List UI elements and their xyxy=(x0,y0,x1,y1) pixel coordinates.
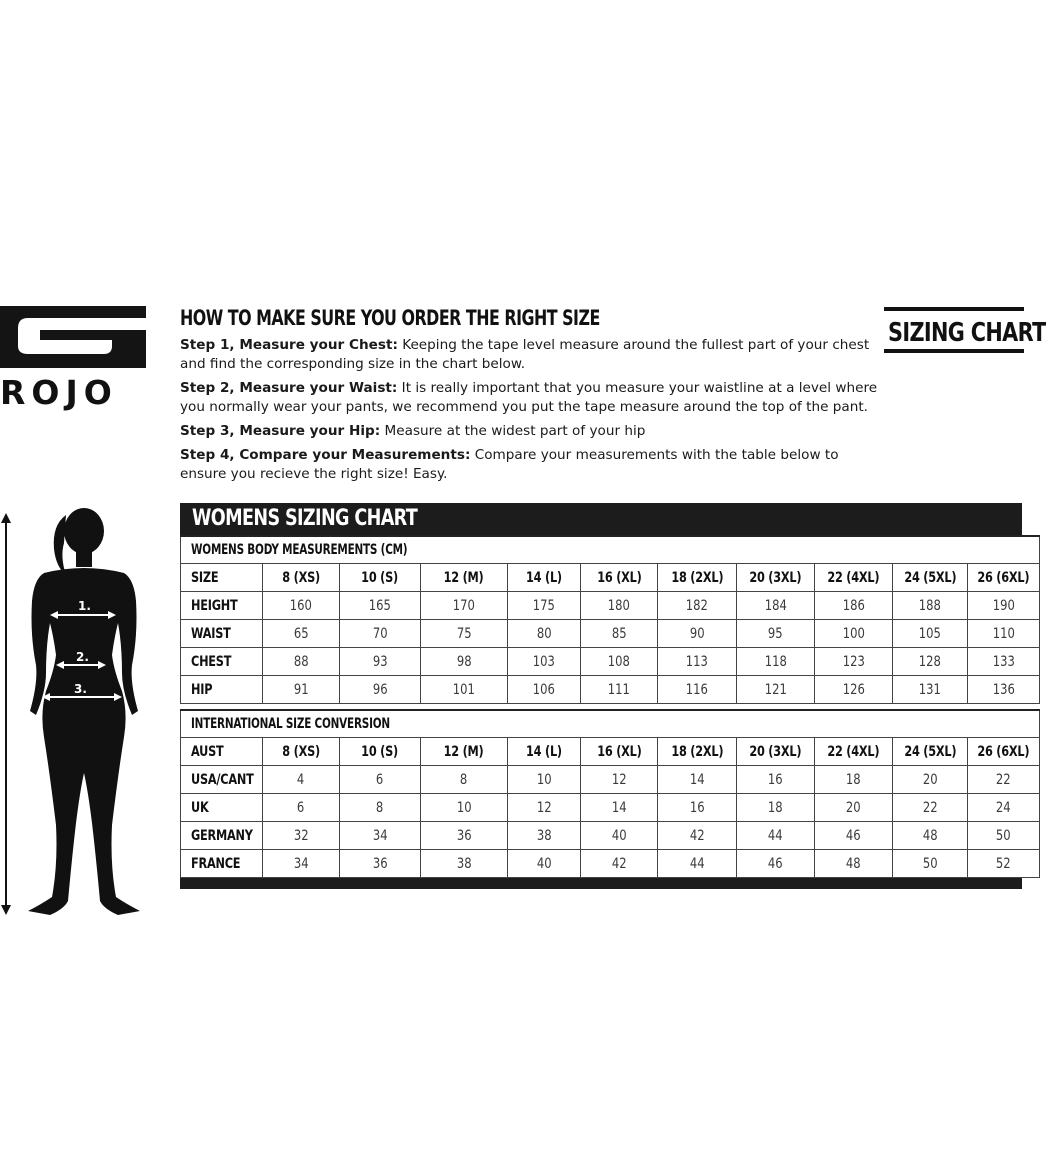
cell-value: 48 xyxy=(846,855,861,872)
table-cell xyxy=(658,766,737,794)
cell-value: 93 xyxy=(372,653,388,670)
body-measurement-figure xyxy=(0,505,150,920)
table-cell xyxy=(737,850,815,878)
cell-value: 184 xyxy=(764,597,787,614)
header-text: 10 (S) xyxy=(361,569,399,586)
female-silhouette-icon xyxy=(0,505,150,920)
row-label-text: HIP xyxy=(191,681,213,698)
table-cell xyxy=(815,794,893,822)
table-cell xyxy=(263,766,340,794)
section-title xyxy=(181,710,1040,738)
cell-value: 108 xyxy=(607,653,631,670)
womens-sizing-chart xyxy=(180,503,1030,889)
header-text: 24 (5XL) xyxy=(904,569,956,586)
header-text: 22 (4XL) xyxy=(827,569,880,586)
table-cell xyxy=(658,676,737,704)
brand-name: ROJO xyxy=(0,373,118,412)
table-cell xyxy=(263,850,340,878)
cell-value: 160 xyxy=(289,597,313,614)
header-text: 26 (6XL) xyxy=(977,743,1030,760)
header-text: 20 (3XL) xyxy=(749,569,802,586)
header-text: 20 (3XL) xyxy=(749,743,802,760)
header-text: AUST xyxy=(191,743,224,760)
cell-value: 128 xyxy=(918,653,942,670)
cell-value: 188 xyxy=(918,597,942,614)
table-cell xyxy=(508,766,581,794)
table-cell xyxy=(968,648,1040,676)
table-row xyxy=(181,850,1040,878)
cell-value: 110 xyxy=(992,625,1015,642)
cell-value: 52 xyxy=(996,855,1011,872)
row-label-text: USA/CANT xyxy=(191,771,254,788)
table-cell xyxy=(581,850,658,878)
table-row xyxy=(181,794,1040,822)
table-cell xyxy=(581,648,658,676)
table-cell xyxy=(508,794,581,822)
table-cell xyxy=(737,676,815,704)
table-cell xyxy=(421,592,508,620)
cell-value: 50 xyxy=(996,827,1011,844)
table-cell xyxy=(263,794,340,822)
marker-hip: 3. xyxy=(74,682,87,696)
column-header xyxy=(658,564,737,592)
cell-value: 18 xyxy=(846,771,861,788)
cell-value: 42 xyxy=(611,855,627,872)
cell-value: 20 xyxy=(846,799,861,816)
table-cell xyxy=(893,850,968,878)
cell-value: 113 xyxy=(685,653,709,670)
cell-value: 50 xyxy=(922,855,938,872)
cell-value: 121 xyxy=(764,681,787,698)
cell-value: 106 xyxy=(532,681,556,698)
cell-value: 65 xyxy=(293,625,309,642)
header-text: 26 (6XL) xyxy=(977,569,1030,586)
column-header xyxy=(815,564,893,592)
column-header xyxy=(968,564,1040,592)
column-header xyxy=(581,564,658,592)
cell-value: 38 xyxy=(456,855,472,872)
table-cell xyxy=(421,822,508,850)
column-header xyxy=(737,738,815,766)
table-cell xyxy=(263,648,340,676)
table-row xyxy=(181,676,1040,704)
table-cell xyxy=(340,766,421,794)
section-title-row xyxy=(181,536,1040,564)
table-cell xyxy=(893,648,968,676)
table-cell xyxy=(340,850,421,878)
table-cell xyxy=(968,822,1040,850)
row-label-text: UK xyxy=(191,799,209,816)
table-cell xyxy=(815,676,893,704)
table-cell xyxy=(508,850,581,878)
step-text: Measure at the widest part of your hip xyxy=(380,423,646,439)
cell-value: 20 xyxy=(922,771,938,788)
row-label-text: WAIST xyxy=(191,625,231,642)
table-cell xyxy=(658,822,737,850)
table-cell xyxy=(340,592,421,620)
cell-value: 116 xyxy=(685,681,709,698)
cell-value: 36 xyxy=(372,855,388,872)
row-label-text: GERMANY xyxy=(191,827,253,844)
table-cell xyxy=(737,822,815,850)
cell-value: 95 xyxy=(768,625,783,642)
table-cell xyxy=(815,822,893,850)
cell-value: 42 xyxy=(689,827,705,844)
cell-value: 111 xyxy=(607,681,631,698)
section-title-row xyxy=(181,710,1040,738)
table-cell xyxy=(421,794,508,822)
cell-value: 85 xyxy=(611,625,627,642)
cell-value: 103 xyxy=(532,653,556,670)
table-cell xyxy=(815,648,893,676)
cell-value: 100 xyxy=(842,625,865,642)
cell-value: 6 xyxy=(376,771,384,788)
step-1 xyxy=(180,336,885,374)
instruction-steps xyxy=(180,336,885,489)
cell-value: 10 xyxy=(456,799,472,816)
column-header xyxy=(340,564,421,592)
cell-value: 98 xyxy=(456,653,472,670)
table-cell xyxy=(581,766,658,794)
table-cell xyxy=(658,592,737,620)
table-cell xyxy=(737,794,815,822)
cell-value: 44 xyxy=(768,827,783,844)
cell-value: 48 xyxy=(922,827,938,844)
header-text: 16 (XL) xyxy=(596,569,642,586)
cell-value: 14 xyxy=(689,771,705,788)
chart-title xyxy=(180,503,1022,535)
table-cell xyxy=(968,766,1040,794)
table-cell xyxy=(893,676,968,704)
column-header xyxy=(581,738,658,766)
row-label xyxy=(181,850,263,878)
header-text: 22 (4XL) xyxy=(827,743,880,760)
cell-value: 175 xyxy=(532,597,556,614)
table-cell xyxy=(508,592,581,620)
table-cell xyxy=(508,620,581,648)
header-text: 18 (2XL) xyxy=(671,569,723,586)
table-cell xyxy=(508,648,581,676)
table-cell xyxy=(658,648,737,676)
table-cell xyxy=(581,794,658,822)
step-text: Keeping the tape level measure around the fullest part of your chest and find the corresponding size in the chart below. xyxy=(180,337,870,372)
step-label: Step 1, Measure your Chest: xyxy=(180,337,398,353)
header-text: 10 (S) xyxy=(361,743,399,760)
cell-value: 182 xyxy=(685,597,709,614)
cell-value: 22 xyxy=(922,799,938,816)
row-label xyxy=(181,766,263,794)
table-cell xyxy=(968,676,1040,704)
table-cell xyxy=(508,822,581,850)
cell-value: 8 xyxy=(376,799,384,816)
column-header xyxy=(658,738,737,766)
sizing-chart-tag-label: SIZING CHART xyxy=(888,318,1046,348)
header-text: 16 (XL) xyxy=(596,743,642,760)
cell-value: 186 xyxy=(842,597,865,614)
header-text: 12 (M) xyxy=(444,569,484,586)
cell-value: 136 xyxy=(992,681,1015,698)
cell-value: 133 xyxy=(992,653,1015,670)
cell-value: 38 xyxy=(536,827,552,844)
cell-value: 36 xyxy=(456,827,472,844)
step-label: Step 4, Compare your Measurements: xyxy=(180,447,471,463)
column-header xyxy=(893,564,968,592)
header-text: 8 (XS) xyxy=(282,743,320,760)
cell-value: 12 xyxy=(611,771,627,788)
cell-value: 70 xyxy=(372,625,388,642)
column-header xyxy=(263,738,340,766)
table-cell xyxy=(263,620,340,648)
cell-value: 101 xyxy=(452,681,476,698)
section-title xyxy=(181,536,1040,564)
table-cell xyxy=(968,794,1040,822)
table-cell xyxy=(815,620,893,648)
row-label xyxy=(181,822,263,850)
cell-value: 10 xyxy=(536,771,552,788)
table-cell xyxy=(263,676,340,704)
header-text: 14 (L) xyxy=(526,569,562,586)
table-cell xyxy=(893,822,968,850)
table-cell xyxy=(421,850,508,878)
table-cell xyxy=(508,676,581,704)
cell-value: 126 xyxy=(842,681,865,698)
column-header xyxy=(893,738,968,766)
table-cell xyxy=(421,620,508,648)
table-cell xyxy=(421,676,508,704)
chart-footer-bar xyxy=(180,878,1022,889)
cell-value: 34 xyxy=(293,855,309,872)
step-4 xyxy=(180,446,885,484)
row-label-text: CHEST xyxy=(191,653,232,670)
table-cell xyxy=(815,592,893,620)
column-header xyxy=(737,564,815,592)
table-cell xyxy=(340,822,421,850)
cell-value: 180 xyxy=(607,597,631,614)
row-label xyxy=(181,592,263,620)
page-title: HOW TO MAKE SURE YOU ORDER THE RIGHT SIZE xyxy=(180,306,600,330)
table-cell xyxy=(581,822,658,850)
cell-value: 16 xyxy=(768,771,783,788)
cell-value: 90 xyxy=(689,625,705,642)
table-cell xyxy=(263,592,340,620)
row-label xyxy=(181,648,263,676)
header-text: 18 (2XL) xyxy=(671,743,723,760)
table-row xyxy=(181,766,1040,794)
column-header xyxy=(508,564,581,592)
table-row xyxy=(181,592,1040,620)
cell-value: 96 xyxy=(372,681,388,698)
cell-value: 22 xyxy=(996,771,1011,788)
header-row xyxy=(181,738,1040,766)
cell-value: 46 xyxy=(846,827,861,844)
table-cell xyxy=(658,620,737,648)
step-2 xyxy=(180,379,885,417)
cell-value: 105 xyxy=(918,625,942,642)
header-text: 8 (XS) xyxy=(282,569,320,586)
cell-value: 131 xyxy=(918,681,942,698)
table-row xyxy=(181,822,1040,850)
cell-value: 88 xyxy=(293,653,309,670)
table-cell xyxy=(658,850,737,878)
table-cell xyxy=(737,592,815,620)
table-cell xyxy=(893,620,968,648)
table-cell xyxy=(737,648,815,676)
cell-value: 190 xyxy=(992,597,1015,614)
header-row xyxy=(181,564,1040,592)
row-label xyxy=(181,738,263,766)
cell-value: 34 xyxy=(372,827,388,844)
cell-value: 18 xyxy=(768,799,783,816)
table-cell xyxy=(340,676,421,704)
cell-value: 14 xyxy=(611,799,627,816)
row-label-text: FRANCE xyxy=(191,855,241,872)
cell-value: 24 xyxy=(996,799,1011,816)
row-label-text: HEIGHT xyxy=(191,597,238,614)
table-cell xyxy=(968,850,1040,878)
column-header xyxy=(263,564,340,592)
table-row xyxy=(181,620,1040,648)
table-cell xyxy=(815,850,893,878)
cell-value: 75 xyxy=(456,625,472,642)
table-cell xyxy=(893,766,968,794)
table-cell xyxy=(340,620,421,648)
cell-value: 8 xyxy=(460,771,468,788)
column-header xyxy=(421,738,508,766)
cell-value: 4 xyxy=(297,771,305,788)
table-cell xyxy=(340,794,421,822)
column-header xyxy=(508,738,581,766)
table-cell xyxy=(340,648,421,676)
cell-value: 46 xyxy=(768,855,783,872)
table-cell xyxy=(815,766,893,794)
sizing-table xyxy=(180,535,1040,878)
header-text: 14 (L) xyxy=(526,743,562,760)
cell-value: 44 xyxy=(689,855,705,872)
column-header xyxy=(421,564,508,592)
row-label xyxy=(181,620,263,648)
cell-value: 165 xyxy=(368,597,392,614)
cell-value: 40 xyxy=(536,855,552,872)
table-cell xyxy=(968,620,1040,648)
step-text: Compare your measurements with the table below to ensure you recieve the right size! Easy. xyxy=(180,447,839,482)
table-cell xyxy=(737,766,815,794)
table-cell xyxy=(421,766,508,794)
cell-value: 118 xyxy=(764,653,787,670)
header-text: SIZE xyxy=(191,569,219,586)
header-text: 24 (5XL) xyxy=(904,743,956,760)
cell-value: 6 xyxy=(297,799,305,816)
column-header xyxy=(968,738,1040,766)
table-cell xyxy=(893,592,968,620)
marker-waist: 2. xyxy=(76,650,89,664)
step-3 xyxy=(180,422,885,441)
cell-value: 32 xyxy=(293,827,309,844)
table-cell xyxy=(581,592,658,620)
sizing-chart-tag xyxy=(884,307,1046,353)
section-title-text: INTERNATIONAL SIZE CONVERSION xyxy=(191,716,390,732)
cell-value: 80 xyxy=(536,625,552,642)
marker-chest: 1. xyxy=(78,599,91,613)
table-cell xyxy=(658,794,737,822)
column-header xyxy=(340,738,421,766)
table-row xyxy=(181,648,1040,676)
table-cell xyxy=(581,676,658,704)
cell-value: 170 xyxy=(452,597,476,614)
table-cell xyxy=(421,648,508,676)
table-cell xyxy=(968,592,1040,620)
table-cell xyxy=(737,620,815,648)
row-label xyxy=(181,564,263,592)
step-label: Step 3, Measure your Hip: xyxy=(180,423,381,439)
cell-value: 12 xyxy=(536,799,552,816)
table-cell xyxy=(263,822,340,850)
table-cell xyxy=(893,794,968,822)
row-label xyxy=(181,794,263,822)
logo-mark-icon xyxy=(0,306,146,368)
header-text: 12 (M) xyxy=(444,743,484,760)
step-label: Step 2, Measure your Waist: xyxy=(180,380,398,396)
section-title-text: WOMENS BODY MEASUREMENTS (CM) xyxy=(191,542,408,558)
chart-title-text: WOMENS SIZING CHART xyxy=(192,506,418,531)
cell-value: 40 xyxy=(611,827,627,844)
cell-value: 91 xyxy=(293,681,309,698)
step-text: It is really important that you measure your waistline at a level where you normally wear your pants, we recommend you put the tape measure around the top of the pant. xyxy=(180,380,878,415)
column-header xyxy=(815,738,893,766)
table-cell xyxy=(581,620,658,648)
cell-value: 16 xyxy=(689,799,705,816)
cell-value: 123 xyxy=(842,653,865,670)
row-label xyxy=(181,676,263,704)
